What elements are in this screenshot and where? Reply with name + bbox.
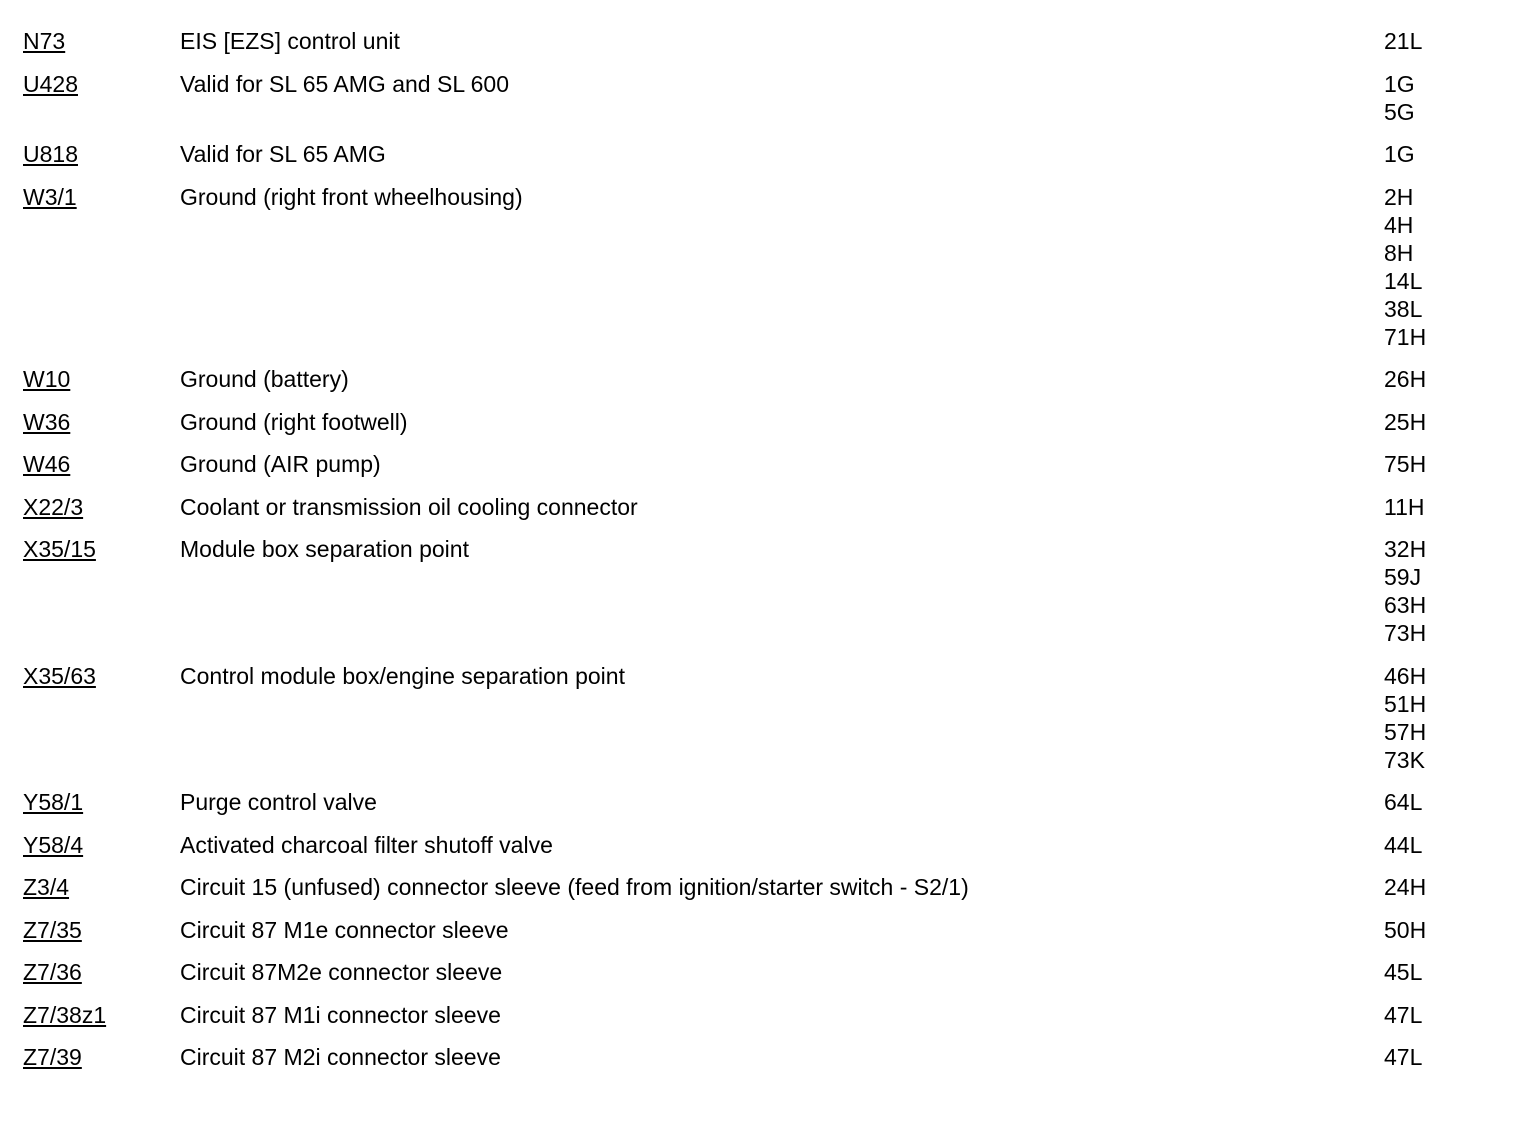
grid-location-list: [1384, 70, 1484, 126]
component-description: Control module box/engine separation point: [180, 662, 625, 689]
legend-row-x22-3: [0, 493, 1520, 521]
component-description: Module box separation point: [180, 536, 469, 562]
component-code-link[interactable]: X35/63: [23, 662, 96, 689]
component-code-link[interactable]: W10: [23, 366, 71, 392]
grid-location-list: [1384, 365, 1484, 393]
grid-location: 63H: [1384, 592, 1427, 618]
grid-location: 75H: [1384, 451, 1427, 477]
grid-location: 47L: [1384, 1001, 1423, 1028]
grid-location: 46H: [1384, 662, 1427, 689]
component-description: Coolant or transmission oil cooling connector: [180, 493, 638, 520]
grid-location-list: [1384, 1001, 1484, 1029]
legend-row-x35-15: [0, 535, 1520, 647]
component-legend-table: [0, 27, 1520, 1086]
component-description: Circuit 15 (unfused) connector sleeve (feed from ignition/starter switch - S2/1): [180, 874, 969, 900]
grid-location: 44L: [1384, 831, 1423, 858]
legend-row-y58-1: [0, 788, 1520, 816]
component-description: Ground (right footwell): [180, 408, 408, 435]
grid-location-list: [1384, 408, 1484, 436]
grid-location: 32H: [1384, 536, 1427, 562]
legend-row-x35-63: [0, 662, 1520, 774]
component-code-link[interactable]: Y58/1: [23, 789, 84, 815]
grid-location: 50H: [1384, 916, 1427, 943]
legend-row-y58-4: [0, 831, 1520, 859]
grid-location-list: [1384, 140, 1484, 168]
grid-location: 73K: [1384, 746, 1425, 773]
component-code-link[interactable]: U818: [23, 141, 78, 167]
legend-row-z7-36: [0, 958, 1520, 986]
grid-location-list: [1384, 27, 1484, 55]
component-description: Ground (right front wheelhousing): [180, 183, 523, 210]
grid-location-list: [1384, 788, 1484, 816]
component-description: EIS [EZS] control unit: [180, 28, 400, 54]
legend-row-w3-1: [0, 183, 1520, 351]
grid-location-list: [1384, 535, 1484, 647]
grid-location-list: [1384, 662, 1484, 774]
grid-location: 8H: [1384, 239, 1414, 266]
grid-location: 11H: [1384, 493, 1425, 520]
component-description: Activated charcoal filter shutoff valve: [180, 831, 553, 858]
component-code-link[interactable]: W46: [23, 451, 71, 477]
legend-row-w46: [0, 450, 1520, 478]
component-description: Circuit 87 M2i connector sleeve: [180, 1044, 501, 1070]
grid-location-list: [1384, 831, 1484, 859]
component-code-link[interactable]: Y58/4: [23, 831, 84, 858]
component-description: Ground (AIR pump): [180, 451, 381, 477]
grid-location-list: [1384, 1043, 1484, 1071]
grid-location: 14L: [1384, 267, 1423, 294]
component-description: Circuit 87M2e connector sleeve: [180, 959, 503, 985]
grid-location: 57H: [1384, 718, 1427, 745]
grid-location: 45L: [1384, 959, 1423, 985]
component-description: Circuit 87 M1i connector sleeve: [180, 1001, 501, 1028]
grid-location-list: [1384, 916, 1484, 944]
grid-location: 21L: [1384, 28, 1423, 54]
legend-row-z7-35: [0, 916, 1520, 944]
grid-location: 73H: [1384, 620, 1427, 646]
grid-location: 4H: [1384, 211, 1414, 238]
grid-location: 59J: [1384, 564, 1422, 590]
grid-location: 1G: [1384, 141, 1415, 167]
component-description: Valid for SL 65 AMG and SL 600: [180, 70, 510, 97]
grid-location-list: [1384, 183, 1484, 351]
component-code-link[interactable]: U428: [23, 70, 78, 97]
component-description: Circuit 87 M1e connector sleeve: [180, 916, 509, 943]
component-description: Purge control valve: [180, 789, 377, 815]
grid-location-list: [1384, 958, 1484, 986]
grid-location: 5G: [1384, 98, 1415, 125]
component-code-link[interactable]: X35/15: [23, 536, 96, 562]
component-code-link[interactable]: Z7/35: [23, 916, 82, 943]
grid-location: 47L: [1384, 1044, 1423, 1070]
grid-location: 38L: [1384, 295, 1423, 322]
legend-row-z7-39: [0, 1043, 1520, 1071]
grid-location: 26H: [1384, 366, 1427, 392]
component-code-link[interactable]: X22/3: [23, 493, 84, 520]
legend-row-n73: [0, 27, 1520, 55]
grid-location: 1G: [1384, 70, 1415, 97]
component-description: Ground (battery): [180, 366, 349, 392]
grid-location: 51H: [1384, 690, 1427, 717]
grid-location-list: [1384, 450, 1484, 478]
component-code-link[interactable]: W36: [23, 408, 71, 435]
component-code-link[interactable]: W3/1: [23, 183, 77, 210]
component-code-link[interactable]: Z3/4: [23, 874, 70, 900]
grid-location: 71H: [1384, 323, 1427, 350]
component-code-link[interactable]: N73: [23, 28, 66, 54]
grid-location: 64L: [1384, 789, 1423, 815]
grid-location-list: [1384, 493, 1484, 521]
legend-row-z7-38z1: [0, 1001, 1520, 1029]
component-code-link[interactable]: Z7/38z1: [23, 1001, 107, 1028]
legend-row-u428: [0, 70, 1520, 126]
component-code-link[interactable]: Z7/39: [23, 1044, 82, 1070]
legend-row-w36: [0, 408, 1520, 436]
grid-location: 2H: [1384, 183, 1414, 210]
legend-row-z3-4: [0, 873, 1520, 901]
component-description: Valid for SL 65 AMG: [180, 141, 386, 167]
grid-location: 25H: [1384, 408, 1427, 435]
component-code-link[interactable]: Z7/36: [23, 959, 82, 985]
grid-location: 24H: [1384, 874, 1427, 900]
legend-row-w10: [0, 365, 1520, 393]
grid-location-list: [1384, 873, 1484, 901]
legend-row-u818: [0, 140, 1520, 168]
